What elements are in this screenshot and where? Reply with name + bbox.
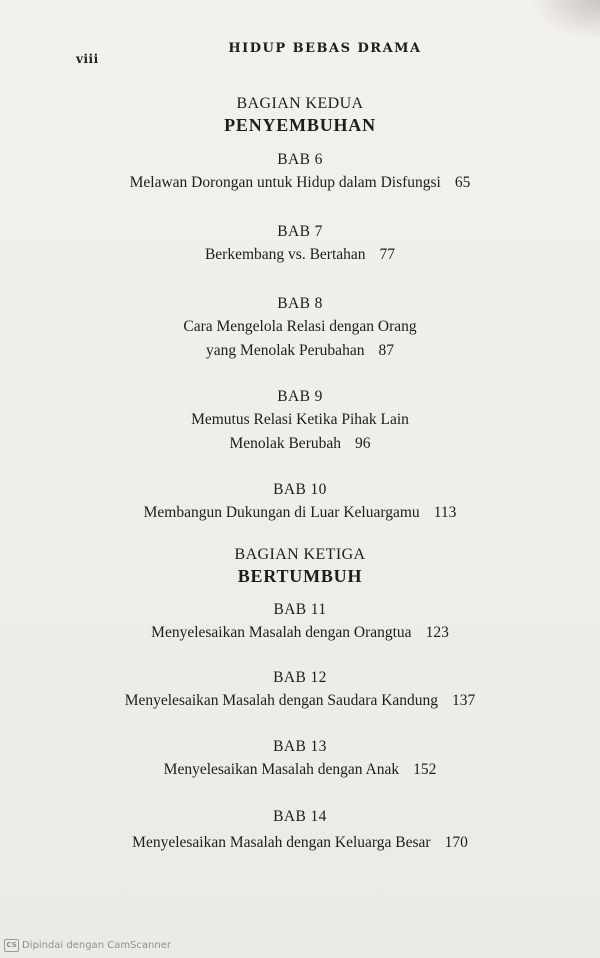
- chapter-page: 123: [425, 624, 449, 641]
- chapter-title: Berkembang vs. Bertahan 77: [204, 246, 396, 263]
- chapter-page: 87: [378, 342, 394, 359]
- chapter-number: BAB 14: [273, 808, 327, 825]
- chapter-title: Membangun Dukungan di Luar Keluargamu 113: [143, 504, 457, 521]
- part-label: BAGIAN KETIGA: [234, 546, 366, 563]
- chapter-number: BAB 13: [273, 738, 327, 755]
- chapter-number: BAB 8: [277, 295, 323, 312]
- camscanner-icon: CS: [4, 939, 19, 952]
- page-corner-shadow: [530, 0, 600, 40]
- chapter-title: Melawan Dorongan untuk Hidup dalam Disfungsi 65: [129, 174, 471, 191]
- chapter-page: 113: [433, 504, 457, 521]
- chapter-title: Menyelesaikan Masalah dengan Keluarga Besar 170: [132, 834, 468, 851]
- part-label: BAGIAN KEDUA: [236, 95, 364, 112]
- chapter-title: Menolak Berubah 96: [229, 435, 371, 452]
- scanner-text: Dipindai dengan CamScanner: [22, 940, 171, 951]
- chapter-title-line: Cara Mengelola Relasi dengan Orang: [183, 318, 417, 335]
- chapter-page: 77: [379, 246, 396, 263]
- chapter-title-line: Memutus Relasi Ketika Pihak Lain: [191, 411, 409, 428]
- page-number: viii: [76, 52, 99, 66]
- chapter-number: BAB 10: [273, 481, 327, 498]
- chapter-title: Menyelesaikan Masalah dengan Anak 152: [163, 761, 437, 778]
- part-title: PENYEMBUHAN: [224, 115, 376, 135]
- chapter-page: 170: [444, 834, 468, 851]
- chapter-page: 152: [413, 761, 437, 778]
- chapter-title: Menyelesaikan Masalah dengan Orangtua 123: [151, 624, 449, 641]
- chapter-number: BAB 11: [273, 601, 327, 618]
- chapter-number: BAB 12: [273, 669, 327, 686]
- chapter-page: 137: [452, 692, 476, 709]
- chapter-number: BAB 9: [277, 388, 323, 405]
- chapter-page: 65: [454, 174, 471, 191]
- chapter-number: BAB 7: [277, 223, 323, 240]
- chapter-number: BAB 6: [277, 151, 323, 168]
- scanner-watermark: [4, 939, 171, 952]
- chapter-title: yang Menolak Perubahan 87: [206, 342, 394, 359]
- chapter-page: 96: [354, 435, 371, 452]
- running-head: HIDUP BEBAS DRAMA: [228, 41, 422, 56]
- chapter-title: Menyelesaikan Masalah dengan Saudara Kandung 137: [124, 692, 476, 709]
- part-title: BERTUMBUH: [237, 566, 363, 586]
